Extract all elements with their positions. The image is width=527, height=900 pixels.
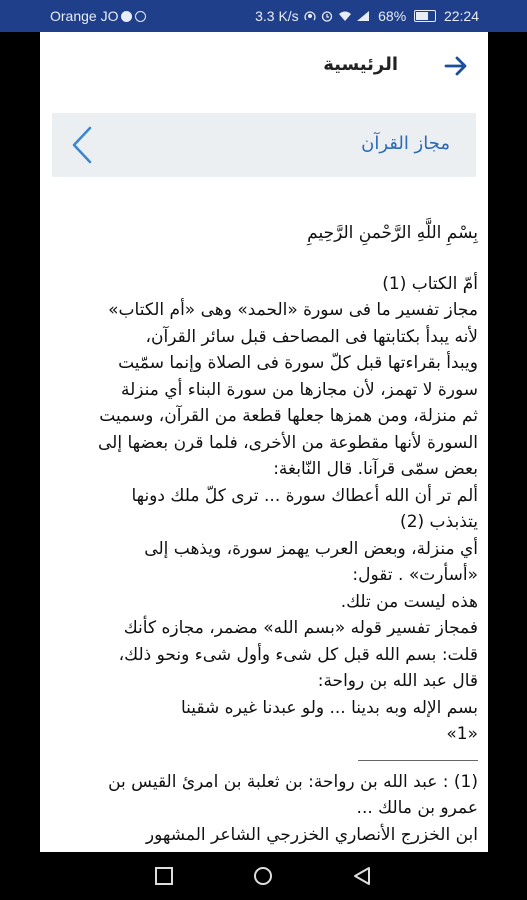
text-line: هذه ليست من تلك. — [340, 591, 478, 612]
notification-dot-icon — [121, 11, 132, 22]
text-line: أي منزلة، وبعض العرب يهمز سورة، ويذهب إلى — [144, 538, 478, 559]
alarm-icon — [320, 10, 334, 22]
text-line: قال عبد الله بن رواحة: — [317, 671, 478, 691]
notification-ring-icon — [135, 11, 146, 22]
chevron-left-icon[interactable] — [68, 125, 98, 165]
back-arrow-icon[interactable] — [442, 52, 470, 80]
text-line: سورة لا تهمز، لأن مجازها من سورة البناء أي منزلة — [121, 379, 478, 400]
status-left — [50, 8, 146, 24]
footnote-line: (1) : عبد الله بن رواحة: بن ثعلبة بن امرئ القيس بن — [108, 771, 478, 792]
back-triangle-icon[interactable] — [352, 866, 372, 886]
page-title: الرئيسية — [323, 54, 398, 75]
book-text — [50, 220, 478, 848]
text-line: بسم الإله وبه بدينا ... ولو عبدنا غيره شقينا — [181, 697, 478, 718]
network-speed: 3.3 K/s — [255, 8, 299, 24]
text-line: يتذبذب (2) — [400, 512, 478, 532]
text-line: السورة لأنها مقطوعة من الأخرى، فلما قرن بعضها إلى — [98, 432, 478, 453]
text-line: فمجاز تفسير قوله «بسم الله» مضمر، مجازه كأنك — [123, 618, 478, 638]
clock: 22:24 — [443, 8, 479, 24]
text-line: ويبدأ بقراءتها قبل كلّ سورة فى الصلاة وإنما سمّيت — [118, 353, 478, 373]
text-line: «1» — [446, 724, 478, 744]
footnote-line: عمرو بن مالك ... — [356, 798, 478, 818]
app-window — [40, 32, 488, 852]
text-line: قلت: بسم الله قبل كل شىء وأول شىء ونحو ذلك، — [118, 644, 478, 665]
text-line: أمّ الكتاب (1) — [382, 273, 478, 294]
section-header — [52, 113, 476, 177]
footnote-divider — [358, 760, 478, 761]
recents-square-icon[interactable] — [154, 866, 174, 886]
battery-icon — [414, 10, 436, 22]
section-title: مجاز القرآن — [361, 133, 450, 154]
text-line: ثم منزلة، ومن همزها جعلها قطعة من القرآن، وسميت — [99, 406, 478, 426]
carrier-name: Orange JO — [50, 8, 119, 24]
text-line: مجاز تفسير ما فى سورة «الحمد» وهى «أم الكتاب» — [108, 300, 478, 320]
text-line: «أسأرت» . تقول: — [352, 565, 478, 585]
status-bar — [0, 0, 527, 32]
text-line: ألم تر أن الله أعطاك سورة ... ترى كلّ ملك دونها — [131, 485, 478, 506]
status-right — [251, 8, 479, 24]
battery-percent: 68% — [378, 8, 407, 24]
text-line: لأنه يبدأ بكتابتها فى المصاحف قبل سائر القرآن، — [145, 326, 478, 347]
home-circle-icon[interactable] — [253, 866, 273, 886]
basmala: بِسْمِ اللَّهِ الرَّحْمنِ الرَّحِيمِ — [307, 223, 478, 243]
footnote-line: ابن الخزرج الأنصاري الخزرجي الشاعر المشهور — [145, 824, 478, 845]
top-bar — [40, 32, 488, 100]
system-nav-bar — [0, 852, 527, 900]
text-line: بعض سمّى قرآنا. قال النّابغة: — [273, 459, 478, 479]
hotspot-icon — [303, 10, 317, 22]
wifi-icon — [338, 10, 352, 22]
signal-icon — [356, 10, 370, 22]
